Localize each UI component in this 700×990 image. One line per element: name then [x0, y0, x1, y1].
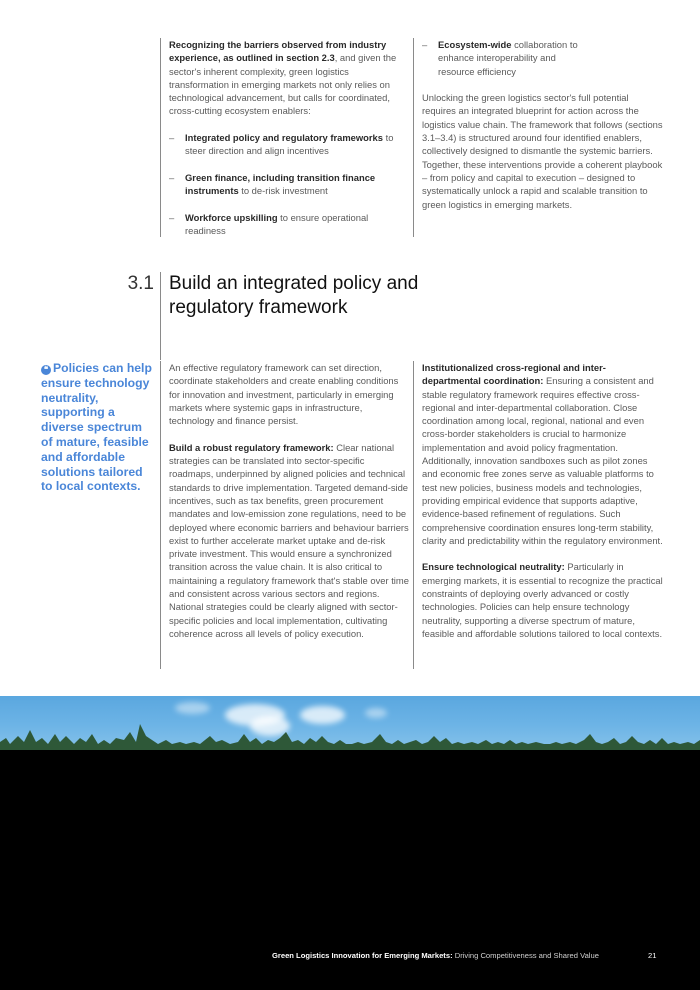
paragraph-text: Clear national strategies can be translated into sector-specific roadmaps, underpinned by aligned policies and technical standards to drive implementation. Targeted demand-side incentives, such as tax benefits, green procurement mandates and low-emission zone regulations, need to be deployed where economic barriers and behaviour barriers exist to further accelerate market uptake and de-risk private investment. This would ensure a synchronized transition across the value chain. It is also critical to maintaining a regulatory framework that's stable over time and consistent across various sectors and regions. National strategies could be clearly aligned with sector-specific policies and local implementation, cultivating coherence across all levels of policy execution. [169, 441, 409, 639]
enabler-bullet-policy [169, 131, 410, 158]
page-number: 21 [648, 951, 657, 960]
dash-marker: – [169, 132, 175, 144]
paragraph-heading: Build a robust regulatory framework: [169, 441, 334, 453]
intro-column-right [413, 38, 663, 237]
body-paragraph-regulatory [169, 441, 410, 640]
bullet-rest: collaboration to enhance interoperability and resource efficiency [438, 39, 578, 77]
section-heading [160, 272, 469, 360]
enabler-bullet-finance [169, 171, 410, 198]
dash-marker: – [169, 211, 175, 223]
footer-title-bold: Green Logistics Innovation for Emerging Markets: [272, 951, 453, 960]
body-paragraph-neutrality [422, 560, 663, 640]
footer-title-rest: Driving Competitiveness and Shared Value [452, 951, 599, 960]
paragraph-text: Ensuring a consistent and stable regulatory framework requires effective cross-regional and inter-departmental collaboration. Close coordination among local, regional, national and even cross-border stakeholders is crucial to harmonize implementation and avoid policy fragmentation. Additionally, innovation sandboxes such as pilot zones and economic free zones serve as valuable platforms to test new policies, business models and technologies, providing empirical evidence that supports adaptive, evidence-based refinement of regulations. Such comprehensive coordination ensures long-term stability, clarity and predictability within the regulatory environment. [422, 375, 663, 546]
intro-column-left [160, 38, 410, 237]
intro-lead-rest: , and given the sector's inherent complexity, green logistics transformation in emerging markets not only relies on technological advancement, but calls for coordinated, cross-cutting ecosystem enablers: [169, 52, 397, 117]
dash-marker: – [169, 171, 175, 183]
bullet-bold: Workforce upskilling [185, 211, 278, 223]
bullet-bold: Ecosystem-wide [438, 39, 512, 50]
bullet-rest: to steer direction and align incentives [185, 132, 394, 157]
body-paragraph-coordination [422, 361, 663, 547]
enabler-bullet-ecosystem [422, 38, 592, 78]
intro-closing-paragraph: Unlocking the green logistics sector's full potential requires an integrated blueprint for action across the logistics value chain. The framework that follows (sections 3.1–3.4) is structured around four identified enablers, collectively designed to dismantle the systemic barriers. Together, these interventions provide a coherent playbook – from policy and capital to execution – designed to systematically unlock a rapid and scalable transition to green logistics in emerging markets. [422, 92, 663, 210]
paragraph-text: Particularly in emerging markets, it is essential to recognize the practical constraints of deploying overly advanced or costly technologies. Policies can help ensure technology neutrality, supporting a diverse spectrum of mature, feasible and affordable solutions tailored to local contexts. [422, 561, 663, 639]
bullet-rest: to ensure operational readiness [185, 211, 369, 237]
body-column-right [413, 361, 663, 669]
bullet-bold: Green finance, including transition finance instruments [185, 171, 376, 197]
treetops-sky-image [0, 696, 700, 750]
body-intro-paragraph: An effective regulatory framework can set direction, coordinate stakeholders and create enabling conditions for innovation and investment, particularly in emerging markets where systemic gaps in infrastructure, technology and finance persist. [169, 362, 399, 427]
bullet-bold: Integrated policy and regulatory frameworks [185, 132, 383, 144]
dash-marker: – [422, 39, 428, 50]
pull-quote [41, 361, 153, 494]
footer-report-title [272, 951, 599, 961]
quote-icon: ❝ [41, 365, 51, 375]
section-title: Build an integrated policy and regulatory framework [169, 273, 419, 318]
section-number: 3.1 [127, 273, 154, 294]
intro-lead-bold: Recognizing the barriers observed from industry experience, as outlined in section 2.3 [169, 39, 387, 64]
treeline-icon [0, 720, 700, 750]
cloud [365, 708, 387, 718]
paragraph-heading: Ensure technological neutrality: [422, 561, 565, 573]
intro-lead-paragraph [169, 38, 410, 118]
cloud [175, 702, 210, 714]
bullet-rest: to de-risk investment [238, 185, 328, 197]
paragraph-heading: Institutionalized cross-regional and inter-departmental coordination: [422, 362, 606, 387]
body-column-left [160, 361, 410, 669]
enabler-bullet-workforce [169, 211, 410, 238]
pull-quote-text: Policies can help ensure technology neutrality, supporting a diverse spectrum of mature, feasible and affordable solutions tailored to local contexts. [41, 361, 152, 494]
